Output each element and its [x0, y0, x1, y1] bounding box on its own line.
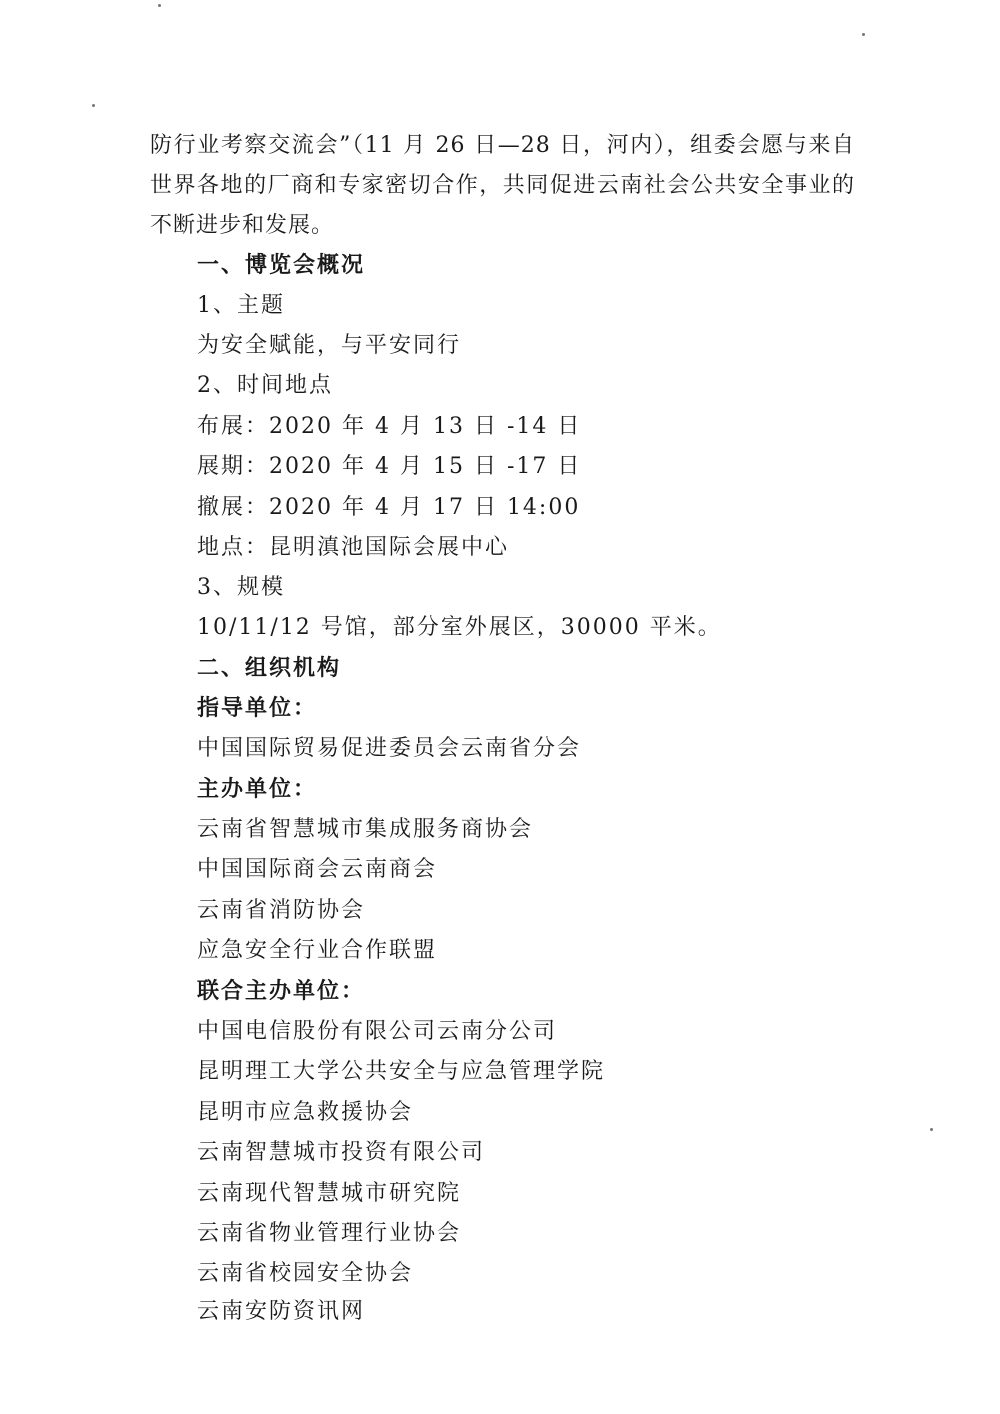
scan-speck — [92, 104, 95, 107]
cohost-unit-item: 昆明市应急救援协会 — [197, 1100, 414, 1125]
scale-heading: 3、规模 — [197, 575, 285, 600]
guide-unit-label: 指导单位： — [197, 696, 318, 721]
cohost-unit-item: 云南省物业管理行业协会 — [197, 1221, 462, 1246]
host-unit-item: 云南省智慧城市集成服务商协会 — [197, 817, 534, 842]
cohost-unit-item: 昆明理工大学公共安全与应急管理学院 — [197, 1059, 606, 1084]
cohost-unit-label: 联合主办单位： — [197, 979, 366, 1004]
scan-speck — [862, 33, 865, 36]
scan-speck — [930, 1128, 933, 1131]
time-place-heading: 2、时间地点 — [197, 373, 333, 398]
host-unit-label: 主办单位： — [197, 777, 318, 802]
intro-paragraph: 防行业考察交流会”（11 月 26 日—28 日，河内），组委会愿与来自世界各地的厂商和专家密切合作，共同促进云南社会公共安全事业的不断进步和发展。 — [150, 133, 855, 238]
theme-heading: 1、主题 — [197, 293, 285, 318]
section-2-heading: 二、组织机构 — [197, 656, 342, 681]
cohost-unit-item: 云南省校园安全协会 — [197, 1261, 414, 1286]
host-unit-item: 云南省消防协会 — [197, 898, 366, 923]
host-unit-item: 中国国际商会云南商会 — [197, 857, 438, 882]
section-1-heading: 一、博览会概况 — [197, 253, 366, 278]
cohost-unit-item: 中国电信股份有限公司云南分公司 — [197, 1019, 558, 1044]
guide-unit: 中国国际贸易促进委员会云南省分会 — [197, 736, 582, 761]
exhibition-date: 展期：2020 年 4 月 15 日 -17 日 — [197, 454, 582, 479]
setup-date: 布展：2020 年 4 月 13 日 -14 日 — [197, 414, 582, 439]
teardown-date: 撤展：2020 年 4 月 17 日 14:00 — [197, 495, 581, 520]
scale-text: 10/11/12 号馆，部分室外展区，30000 平米。 — [197, 615, 722, 640]
host-unit-item: 应急安全行业合作联盟 — [197, 938, 438, 963]
theme-text: 为安全赋能，与平安同行 — [197, 333, 462, 358]
cohost-unit-item: 云南智慧城市投资有限公司 — [197, 1140, 486, 1165]
cohost-unit-item: 云南现代智慧城市研究院 — [197, 1181, 462, 1206]
scan-speck — [158, 4, 161, 7]
cohost-unit-item: 云南安防资讯网 — [197, 1299, 366, 1324]
venue: 地点：昆明滇池国际会展中心 — [197, 535, 510, 560]
